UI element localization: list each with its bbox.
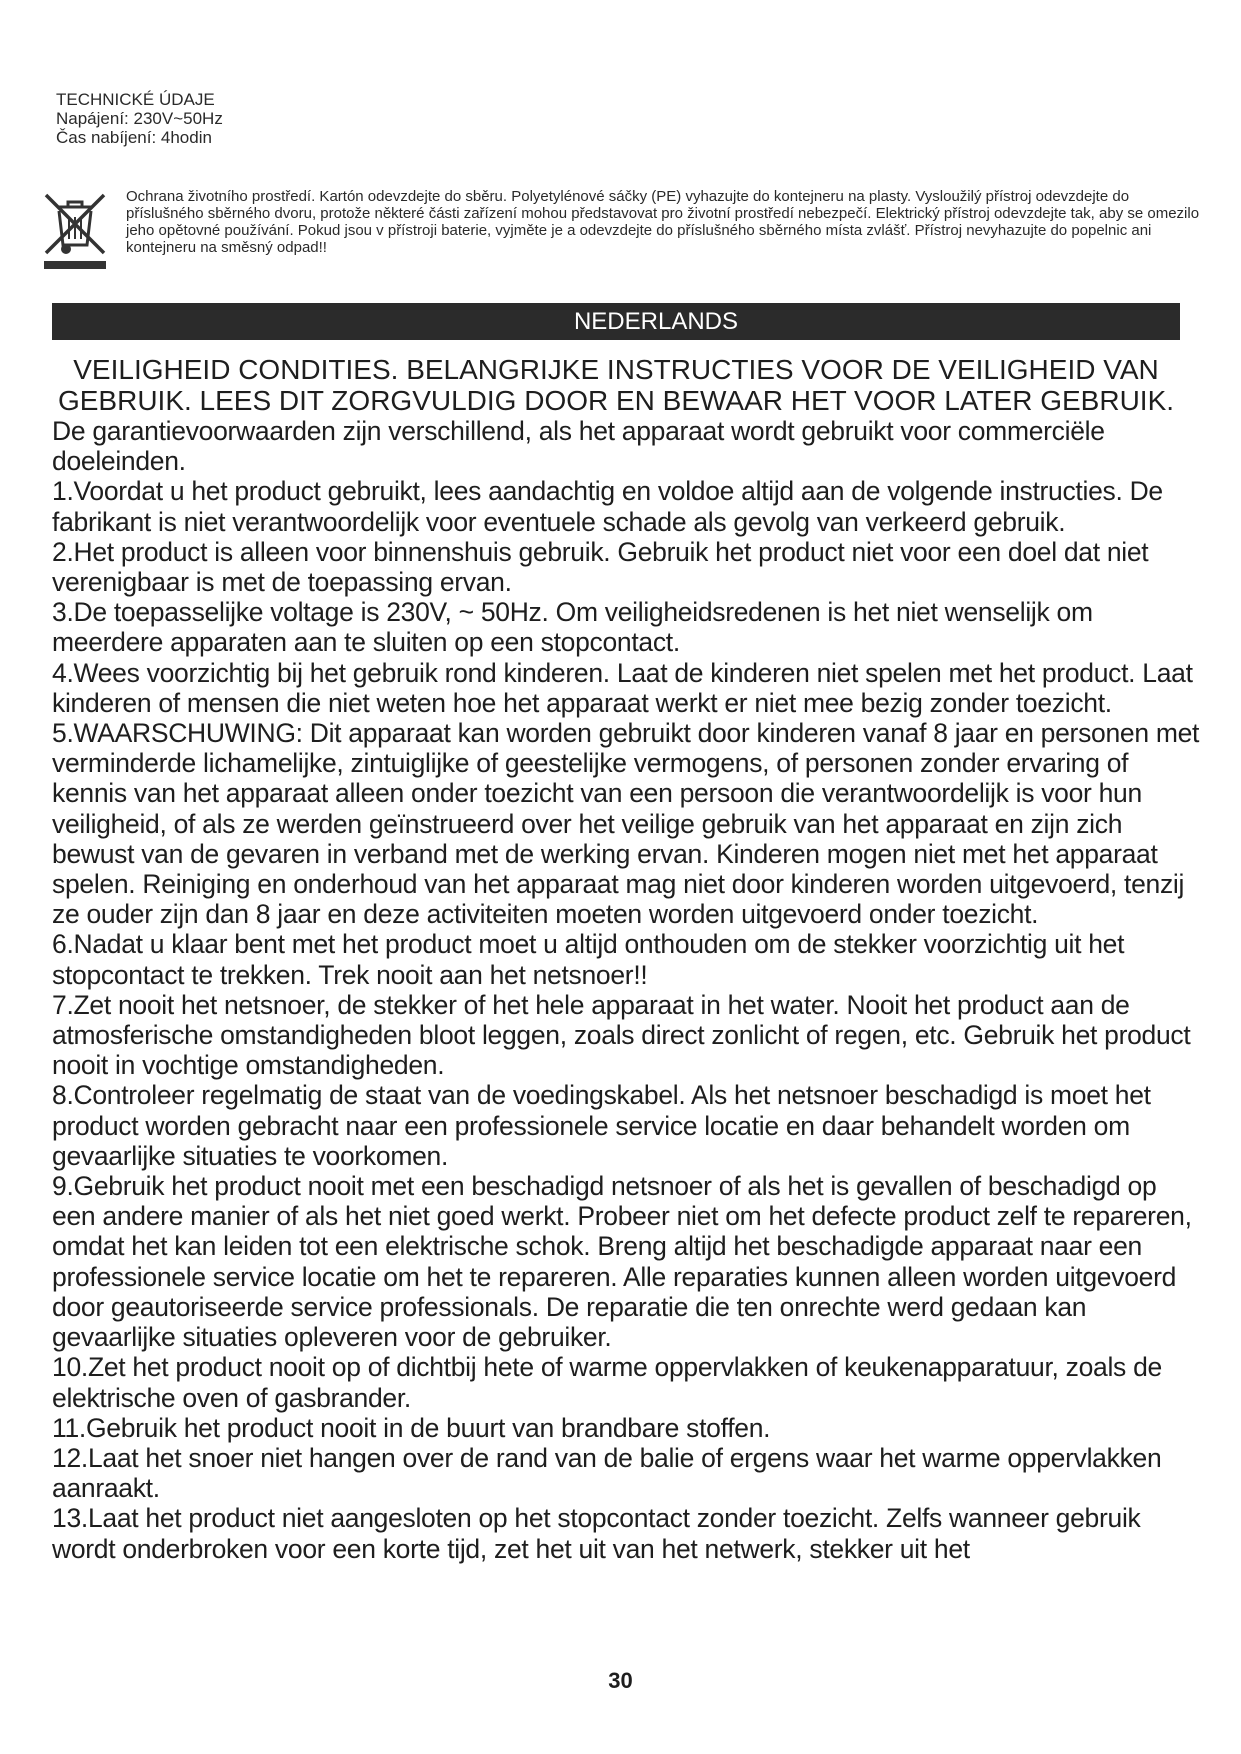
instruction-item-12: 12.Laat het snoer niet hangen over de rand van de balie of ergens waar het warme oppervlakken aanraakt.	[52, 1442, 1162, 1504]
instruction-item-6: 6.Nadat u klaar bent met het product moet u altijd onthouden om de stekker voorzichtig uit het stopcontact te trekken. Trek nooit aan het netsnoer!!	[52, 929, 1125, 990]
instruction-item-9: 9.Gebruik het product nooit met een beschadigd netsnoer of als het is gevallen of beschadigd op een andere manier of als het niet goed werkt. Probeer niet om het defecte product zelf te repareren, omdat het kan leiden tot een elektrische schok. Breng altijd het beschadigde apparaat naar een professionele service locatie om het te repareren. Alle reparaties kunnen alleen worden uitgevoerd door geautoriseerde service professionals. De reparatie die ten onrechte werd gedaan kan gevaarlijke situaties opleveren voor de gebruiker.	[52, 1171, 1192, 1353]
instruction-item-10: 10.Zet het product nooit op of dichtbij hete of warme oppervlakken of keukenapparatuur, zoals de elektrische oven of gasbrander.	[52, 1352, 1162, 1413]
safety-heading: VEILIGHEID CONDITIES. BELANGRIJKE INSTRUCTIES VOOR DE VEILIGHEID VAN GEBRUIK. LEES DIT ZORGVULDIG DOOR EN BEWAAR HET VOOR LATER GEBRUIK.	[57, 354, 1175, 416]
environmental-notice: Ochrana životního prostředí. Kartón odevzdejte do sběru. Polyetylénové sáčky (PE) vyhazujte do kontejneru na plasty. Vysloužilý přístroj odevzdejte do příslušného sběrného dvoru, protože některé části zařízení mohou představovat pro životní prostředí nebezpečí. Elektrický přístroj odevzdejte tak, aby se omezilo jeho opětovné používání. Pokud jsou v přístroji baterie, vyjměte je a odevzdejte do příslušného sběrného místa zvlášť. Přístroj nevyhazujte do popelnic ani kontejneru na směsný odpad!!	[126, 188, 1200, 256]
tech-specs-title: TECHNICKÉ ÚDAJE	[56, 90, 215, 109]
page-number: 30	[608, 1668, 633, 1693]
safety-instructions	[52, 416, 1202, 1564]
instruction-item-1: 1.Voordat u het product gebruikt, lees aandachtig en voldoe altijd aan de volgende instructies. De fabrikant is niet verantwoordelijk voor eventuele schade als gevolg van verkeerd gebruik.	[52, 476, 1163, 537]
instruction-item-4: 4.Wees voorzichtig bij het gebruik rond kinderen. Laat de kinderen niet spelen met het product. Laat kinderen of mensen die niet weten hoe het apparaat werkt er niet mee bezig zonder toezicht.	[52, 657, 1193, 718]
tech-specs-power: Napájení: 230V~50Hz	[56, 109, 223, 128]
instruction-item-2: 2.Het product is alleen voor binnenshuis gebruik. Gebruik het product niet voor een doel dat niet verenigbaar is met de toepassing ervan.	[52, 536, 1149, 598]
instruction-item-5: 5.WAARSCHUWING: Dit apparaat kan worden gebruikt door kinderen vanaf 8 jaar en personen met verminderde lichamelijke, zintuiglijke of geestelijke vermogens, of personen zonder ervaring of kennis van het apparaat alleen onder toezicht van een persoon die verantwoordelijk is voor hun veiligheid, of als ze werden geïnstrueerd over het veilige gebruik van het apparaat en zijn zich bewust van de gevaren in verband met de werking ervan. Kinderen mogen niet met het apparaat spelen. Reiniging en onderhoud van het apparaat mag niet door kinderen worden uitgevoerd, tenzij ze ouder zijn dan 8 jaar en deze activiteiten moeten worden uitgevoerd onder toezicht.	[52, 718, 1200, 930]
language-section-header: NEDERLANDS	[52, 303, 1180, 340]
tech-specs-charge-time: Čas nabíjení: 4hodin	[56, 128, 212, 147]
instruction-item-11: 11.Gebruik het product nooit in de buurt van brandbare stoffen.	[52, 1412, 771, 1443]
instruction-item-3: 3.De toepasselijke voltage is 230V, ~ 50Hz. Om veiligheidsredenen is het niet wenselijk om meerdere apparaten aan te sluiten op een stopcontact.	[52, 597, 1093, 658]
instruction-item-13: 13.Laat het product niet aangesloten op het stopcontact zonder toezicht. Zelfs wanneer gebruik wordt onderbroken voor een korte tijd, zet het uit van het netwerk, stekker uit het	[52, 1503, 1141, 1564]
technical-specs	[56, 90, 223, 147]
crossed-out-wheelie-bin-icon	[42, 189, 108, 271]
instruction-item-7: 7.Zet nooit het netsnoer, de stekker of het hele apparaat in het water. Nooit het product aan de atmosferische omstandigheden bloot leggen, zoals direct zonlicht of regen, etc. Gebruik het product nooit in vochtige omstandigheden.	[52, 989, 1191, 1081]
intro-paragraph: De garantievoorwaarden zijn verschillend, als het apparaat wordt gebruikt voor commerciële doeleinden.	[52, 416, 1105, 477]
instruction-item-8: 8.Controleer regelmatig de staat van de voedingskabel. Als het netsnoer beschadigd is moet het product worden gebracht naar een professionele service locatie en daar behandelt worden om gevaarlijke situaties te voorkomen.	[52, 1080, 1151, 1171]
